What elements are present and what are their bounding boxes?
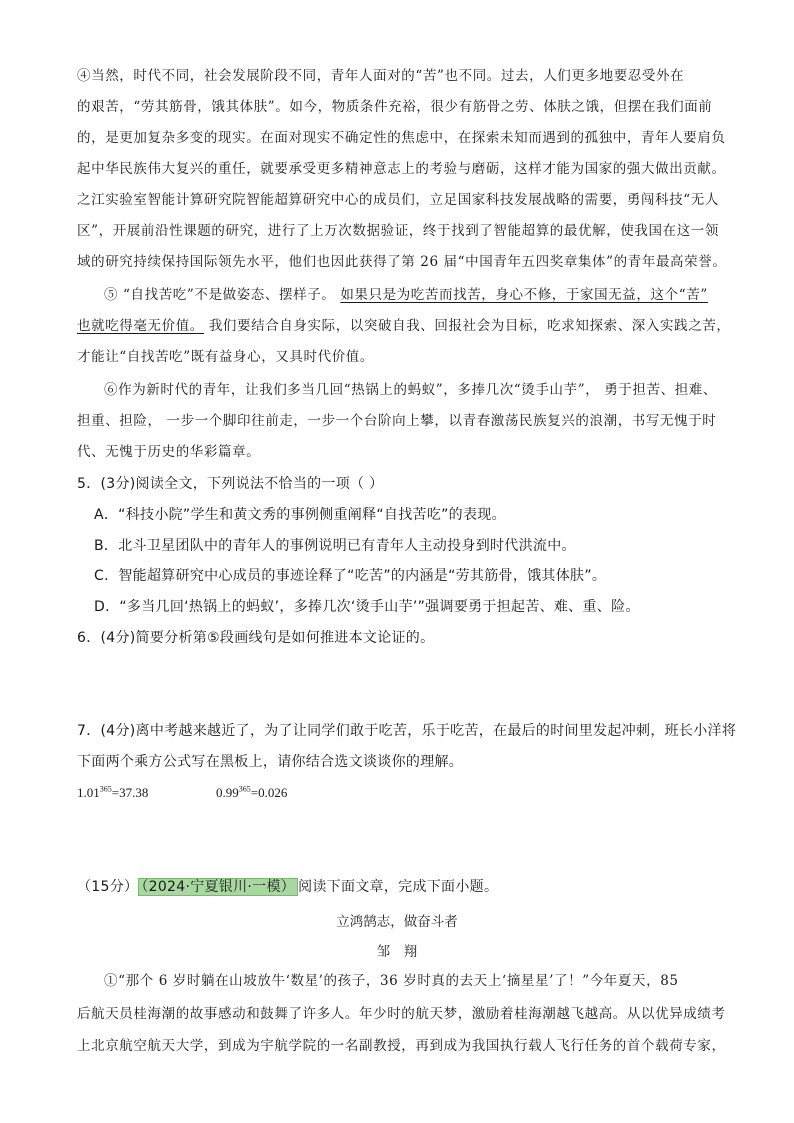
para4-line-4: 起中华民族伟大复兴的重任，就要承受更多精神意志上的考验与磨砺，这样才能为国家的强大做出贡献。 — [77, 161, 726, 177]
para5-underlined-part-1: 如果只是为吃苦而找苦，身心不修，于家国无益，这个“苦” — [340, 287, 708, 303]
q5-option-d: D．“多当几回‘热锅上的蚂蚁’，多捧几次‘烫手山芋’”强调要勇于担起苦、难、重、险。 — [94, 599, 640, 615]
para5-line-2 — [77, 316, 731, 336]
formula-2-base: 0.99 — [216, 785, 239, 800]
q7-line-2: 下面两个乘方公式写在黑板上，请你结合选文谈谈你的理解。 — [77, 754, 464, 770]
para4-line-1: ④当然，时代不同，社会发展阶段不同，青年人面对的“苦”也不同。过去，人们更多地要忍受外在 — [77, 68, 685, 84]
para5-lead: ⑤ “自找苦吃”不是做姿态、摆样子。 — [104, 287, 336, 303]
para5-continuation: 我们要结合自身实际，以突破自我、回报社会为目标，吃求知探索、深入实践之苦， — [208, 318, 731, 334]
q5-stem: 5．(3分)阅读全文，下列说法不恰当的一项（ ） — [77, 476, 384, 492]
formula-1 — [77, 785, 148, 801]
q7-line-1: 7．(4分)离中考越来越近了，为了让同学们敢于吃苦，乐于吃苦，在最后的时间里发起冲刺，班长小洋将 — [77, 723, 737, 739]
para6-line-3: 代、无愧于历史的华彩篇章。 — [77, 444, 261, 460]
q5-option-b: B．北斗卫星团队中的青年人的事例说明已有青年人主动投身到时代洪流中。 — [94, 538, 576, 554]
section-instruction: 阅读下面文章，完成下面小题。 — [298, 879, 499, 895]
article-line-2: 后航天员桂海潮的故事感动和鼓舞了许多人。年少时的航天梦，激励着桂海潮越飞越高。从以优异成绩考 — [77, 1006, 726, 1022]
para4-line-3: 的，是更加复杂多变的现实。在面对现实不确定性的焦虑中，在探索未知而遇到的孤独中，青年人要肩负 — [77, 130, 726, 146]
para6-line-2: 担重、担险， 一步一个脚印往前走，一步一个台阶向上攀，以青春激荡民族复兴的浪潮，书写无愧于时 — [77, 413, 717, 429]
formula-1-exponent: 365 — [99, 784, 112, 794]
para5-line-1 — [104, 285, 708, 305]
article-line-3: 上北京航空航天大学，到成为宇航学院的一名副教授，再到成为我国执行载人飞行任务的首个载荷专家， — [77, 1038, 726, 1054]
para4-line-7: 域的研究持续保持国际领先水平，他们也因此获得了第 26 届“中国青年五四奖章集体”的青年最高荣誉。 — [77, 254, 727, 270]
para4-line-2: 的艰苦，“劳其筋骨，饿其体肤”。如今，物质条件充裕，很少有筋骨之劳、体肤之饿，但摆在我们面前 — [77, 99, 713, 115]
section-header — [77, 877, 498, 897]
q5-option-c: C．智能超算研究中心成员的事迹诠释了“吃苦”的内涵是“劳其筋骨，饿其体肤”。 — [94, 568, 607, 584]
formula-2-exponent: 365 — [238, 784, 251, 794]
para4-line-6: 区”，开展前沿性课题的研究，进行了上万次数据验证，终于找到了智能超算的最优解，使我国在这一领 — [77, 223, 719, 239]
para6-line-1: ⑥作为新时代的青年，让我们多当几回“热锅上的蚂蚁”，多捧几次“烫手山芋”， 勇于担苦、担难、 — [104, 382, 717, 398]
section-score: （15分） — [77, 879, 139, 895]
article-author: 邹 翔 — [376, 944, 418, 960]
source-tag: （2024·宁夏银川·一模） — [138, 878, 298, 896]
formula-2-result: =0.026 — [250, 785, 288, 800]
formula-1-base: 1.01 — [77, 785, 100, 800]
para5-underlined-part-2: 也就吃得毫无价值。 — [77, 318, 204, 334]
article-line-1: ①“那个 6 岁时躺在山坡放牛‘数星’的孩子，36 岁时真的去天上‘摘星星’了！”今年夏天，85 — [104, 973, 679, 989]
formula-1-result: =37.38 — [111, 785, 149, 800]
q5-option-a: A．“科技小院”学生和黄文秀的事例侧重阐释“自找苦吃”的表现。 — [94, 507, 506, 523]
q6-stem: 6．(4分)简要分析第⑤段画线句是如何推进本文论证的。 — [77, 630, 435, 646]
formula-2 — [216, 785, 287, 801]
para4-line-5: 之江实验室智能计算研究院智能超算研究中心的成员们，立足国家科技发展战略的需要，勇闯科技“无人 — [77, 192, 719, 208]
article-title: 立鸿鹄志，做奋斗者 — [336, 914, 458, 930]
para5-line-3: 才能让“自找苦吃”既有益身心，又具时代价值。 — [77, 349, 375, 365]
